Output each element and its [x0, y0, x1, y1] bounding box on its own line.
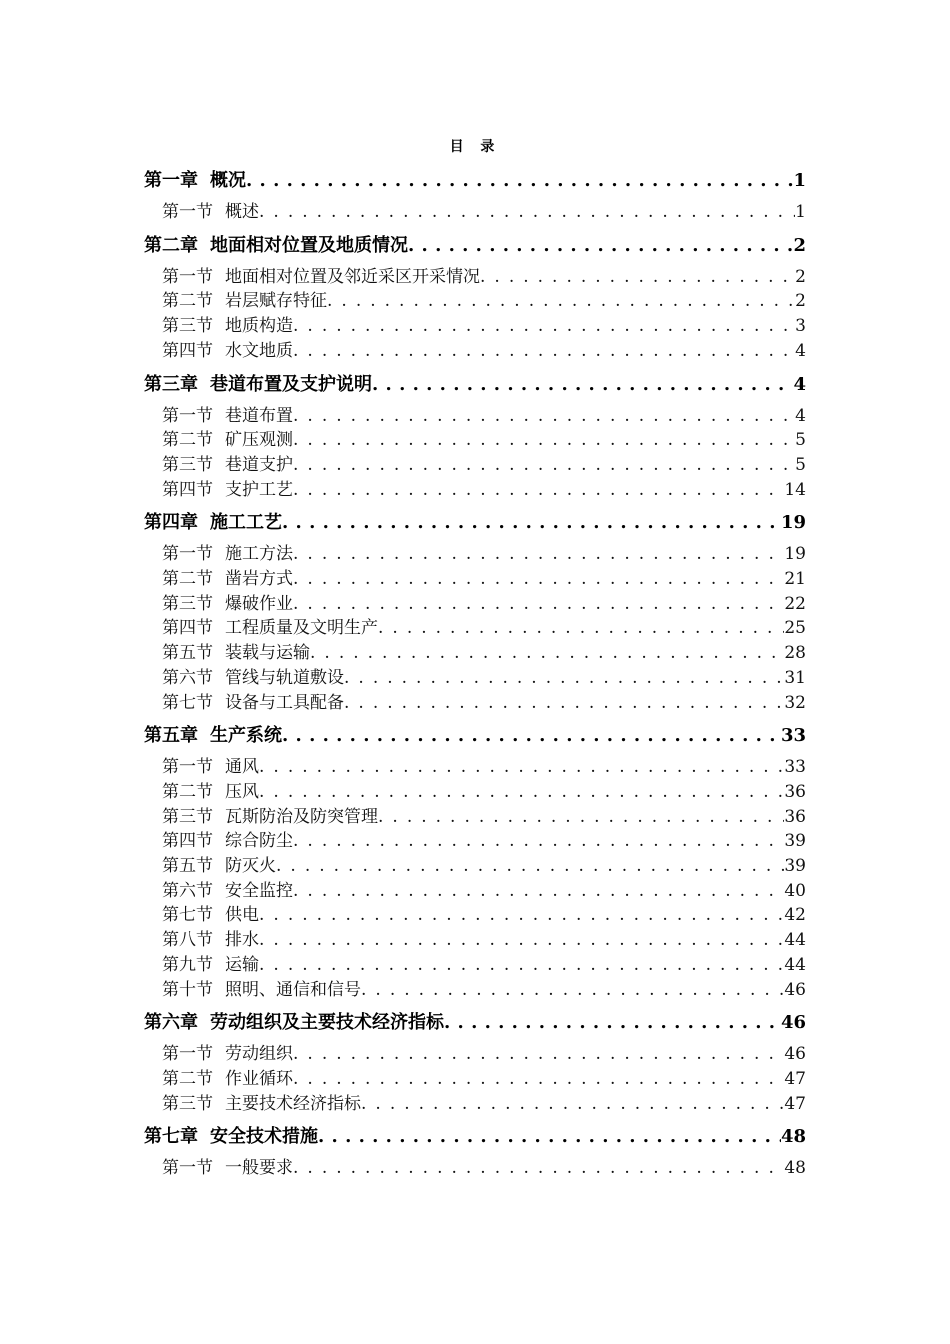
section-label	[162, 428, 293, 453]
chapter-title: 施工工艺	[210, 512, 282, 534]
toc-section-entry[interactable]	[144, 1156, 806, 1181]
section-title: 巷道支护	[225, 454, 293, 475]
dot-leader	[259, 903, 784, 928]
toc-chapter-entry[interactable]	[144, 233, 806, 259]
dot-leader	[282, 510, 781, 536]
section-number: 第一节	[162, 1158, 213, 1179]
section-page-number: 46	[784, 979, 806, 1000]
section-number: 第十节	[162, 979, 213, 1000]
section-label	[162, 404, 293, 429]
toc-section-entry[interactable]	[144, 691, 806, 716]
toc-section-entry[interactable]	[144, 641, 806, 666]
dot-leader	[293, 829, 784, 854]
dot-leader	[282, 723, 781, 749]
dot-leader	[293, 542, 784, 567]
section-title: 管线与轨道敷设	[225, 667, 344, 688]
toc-section-entry[interactable]	[144, 200, 806, 225]
section-label	[162, 978, 361, 1003]
section-number: 第三节	[162, 1093, 213, 1114]
toc-section-entry[interactable]	[144, 616, 806, 641]
section-title: 供电	[225, 905, 259, 926]
section-page-number: 40	[784, 880, 806, 901]
dot-leader	[276, 854, 784, 879]
dot-leader	[293, 478, 784, 503]
chapter-label	[144, 1124, 318, 1150]
toc-section-entry[interactable]	[144, 567, 806, 592]
section-title: 工程质量及文明生产	[225, 618, 378, 639]
dot-leader	[293, 592, 784, 617]
toc-section-entry[interactable]	[144, 265, 806, 290]
toc-section-entry[interactable]	[144, 928, 806, 953]
section-number: 第七节	[162, 692, 213, 713]
dot-leader	[408, 233, 793, 259]
chapter-label	[144, 168, 246, 194]
toc-chapter-entry[interactable]	[144, 372, 806, 398]
dot-leader	[259, 953, 784, 978]
section-title: 设备与工具配备	[225, 692, 344, 713]
chapter-page-number: 2	[793, 234, 806, 256]
section-label	[162, 453, 293, 478]
chapter-title: 地面相对位置及地质情况	[210, 234, 408, 256]
section-number: 第一节	[162, 544, 213, 565]
section-title: 概述	[225, 202, 259, 222]
section-number: 第二节	[162, 569, 213, 590]
toc-chapter-entry[interactable]	[144, 1010, 806, 1036]
dot-leader	[293, 879, 784, 904]
section-number: 第一节	[162, 266, 213, 287]
chapter-title: 劳动组织及主要技术经济指标	[210, 1012, 444, 1034]
section-page-number: 25	[784, 618, 806, 639]
chapter-label	[144, 510, 282, 536]
section-title: 一般要求	[225, 1158, 293, 1179]
section-page-number: 47	[784, 1068, 806, 1089]
toc-section-entry[interactable]	[144, 1092, 806, 1117]
dot-leader	[293, 1042, 784, 1067]
section-page-number: 39	[784, 856, 806, 877]
section-title: 爆破作业	[225, 593, 293, 614]
toc-chapter-entry[interactable]	[144, 168, 806, 194]
toc-title: 目 录	[449, 139, 501, 155]
section-number: 第九节	[162, 954, 213, 975]
section-title: 综合防尘	[225, 831, 293, 852]
dot-leader	[378, 616, 784, 641]
toc-section-entry[interactable]	[144, 666, 806, 691]
section-page-number: 3	[795, 316, 806, 337]
section-number: 第五节	[162, 856, 213, 877]
dot-leader	[310, 641, 784, 666]
section-label	[162, 641, 310, 666]
toc-section-entry[interactable]	[144, 289, 806, 314]
section-title: 瓦斯防治及防突管理	[225, 806, 378, 827]
toc-chapter-entry[interactable]	[144, 723, 806, 749]
section-page-number: 42	[784, 905, 806, 926]
toc-section-entry[interactable]	[144, 829, 806, 854]
section-title: 照明、通信和信号	[225, 979, 361, 1000]
toc-section-entry[interactable]	[144, 879, 806, 904]
section-label	[162, 879, 293, 904]
section-page-number: 21	[784, 569, 806, 590]
section-label	[162, 616, 378, 641]
section-label	[162, 289, 327, 314]
section-number: 第四节	[162, 479, 213, 500]
section-title: 地质构造	[225, 316, 293, 337]
section-label	[162, 1067, 293, 1092]
toc-section-entry[interactable]	[144, 339, 806, 364]
section-page-number: 2	[795, 266, 806, 287]
section-label	[162, 567, 293, 592]
chapter-page-number: 4	[793, 373, 806, 395]
section-title: 岩层赋存特征	[225, 291, 327, 312]
section-title: 压风	[225, 781, 259, 802]
chapter-title: 安全技术措施	[210, 1126, 318, 1148]
section-number: 第六节	[162, 667, 213, 688]
section-number: 第七节	[162, 905, 213, 926]
section-label	[162, 265, 480, 290]
chapter-page-number: 1	[793, 170, 806, 191]
section-label	[162, 339, 293, 364]
dot-leader	[480, 265, 795, 290]
dot-leader	[259, 780, 784, 805]
toc-section-entry[interactable]	[144, 854, 806, 879]
section-page-number: 46	[784, 1044, 806, 1065]
dot-leader	[293, 428, 795, 453]
section-page-number: 28	[784, 643, 806, 664]
section-label	[162, 314, 293, 339]
dot-leader	[246, 168, 793, 194]
section-page-number: 36	[784, 781, 806, 802]
section-number: 第三节	[162, 806, 213, 827]
section-title: 施工方法	[225, 544, 293, 565]
toc-section-entry[interactable]	[144, 953, 806, 978]
section-page-number: 33	[784, 757, 806, 778]
section-label	[162, 829, 293, 854]
chapter-number: 第三章	[144, 373, 198, 395]
chapter-number: 第六章	[144, 1012, 198, 1034]
toc-section-entry[interactable]	[144, 453, 806, 478]
toc-section-entry[interactable]	[144, 978, 806, 1003]
section-label	[162, 854, 276, 879]
section-number: 第三节	[162, 316, 213, 337]
section-title: 矿压观测	[225, 430, 293, 451]
dot-leader	[259, 928, 784, 953]
chapter-title: 生产系统	[210, 725, 282, 747]
chapter-page-number: 33	[780, 725, 806, 747]
chapter-number: 第一章	[144, 170, 198, 191]
section-number: 第一节	[162, 1044, 213, 1065]
toc-section-entry[interactable]	[144, 428, 806, 453]
dot-leader	[318, 1124, 781, 1150]
section-label	[162, 928, 259, 953]
section-label	[162, 200, 259, 225]
chapter-title: 概况	[210, 170, 246, 191]
dot-leader	[293, 404, 795, 429]
section-label	[162, 1042, 293, 1067]
section-title: 作业循环	[225, 1068, 293, 1089]
toc-chapter-entry[interactable]	[144, 1124, 806, 1150]
section-title: 主要技术经济指标	[225, 1093, 361, 1114]
section-label	[162, 1156, 293, 1181]
section-title: 凿岩方式	[225, 569, 293, 590]
section-label	[162, 903, 259, 928]
section-page-number: 44	[784, 954, 806, 975]
section-page-number: 31	[784, 667, 806, 688]
toc-section-entry[interactable]	[144, 1042, 806, 1067]
toc-section-entry[interactable]	[144, 542, 806, 567]
section-label	[162, 780, 259, 805]
section-number: 第一节	[162, 757, 213, 778]
chapter-page-number: 48	[780, 1126, 806, 1148]
dot-leader	[293, 453, 795, 478]
section-number: 第八节	[162, 930, 213, 951]
section-number: 第二节	[162, 1068, 213, 1089]
section-title: 运输	[225, 954, 259, 975]
section-number: 第一节	[162, 405, 213, 426]
table-of-contents	[144, 168, 806, 1181]
toc-section-entry[interactable]	[144, 780, 806, 805]
section-label	[162, 691, 344, 716]
toc-section-entry[interactable]	[144, 592, 806, 617]
section-page-number: 39	[784, 831, 806, 852]
section-label	[162, 805, 378, 830]
section-title: 劳动组织	[225, 1044, 293, 1065]
section-number: 第三节	[162, 593, 213, 614]
section-number: 第二节	[162, 430, 213, 451]
toc-section-entry[interactable]	[144, 314, 806, 339]
section-page-number: 19	[784, 544, 806, 565]
section-title: 地面相对位置及邻近采区开采情况	[225, 266, 480, 287]
chapter-title: 巷道布置及支护说明	[210, 373, 372, 395]
section-label	[162, 953, 259, 978]
toc-section-entry[interactable]	[144, 903, 806, 928]
section-label	[162, 542, 293, 567]
chapter-number: 第七章	[144, 1126, 198, 1148]
section-title: 支护工艺	[225, 479, 293, 500]
dot-leader	[372, 372, 793, 398]
section-page-number: 36	[784, 806, 806, 827]
dot-leader	[344, 691, 784, 716]
chapter-label	[144, 233, 408, 259]
section-title: 巷道布置	[225, 405, 293, 426]
dot-leader	[259, 755, 784, 780]
toc-section-entry[interactable]	[144, 1067, 806, 1092]
section-title: 排水	[225, 930, 259, 951]
chapter-number: 第二章	[144, 234, 198, 256]
section-page-number: 47	[784, 1093, 806, 1114]
toc-section-entry[interactable]	[144, 805, 806, 830]
dot-leader	[293, 1067, 784, 1092]
section-number: 第六节	[162, 880, 213, 901]
section-label	[162, 755, 259, 780]
dot-leader	[293, 339, 795, 364]
section-page-number: 32	[784, 692, 806, 713]
section-number: 第四节	[162, 618, 213, 639]
section-page-number: 1	[795, 202, 806, 222]
dot-leader	[444, 1010, 781, 1036]
toc-chapter-entry[interactable]	[144, 510, 806, 536]
section-title: 通风	[225, 757, 259, 778]
section-number: 第三节	[162, 454, 213, 475]
section-page-number: 2	[795, 291, 806, 312]
section-number: 第四节	[162, 831, 213, 852]
section-number: 第二节	[162, 291, 213, 312]
dot-leader	[293, 314, 795, 339]
section-title: 水文地质	[225, 340, 293, 361]
section-page-number: 22	[784, 593, 806, 614]
section-page-number: 5	[795, 454, 806, 475]
section-page-number: 4	[795, 340, 806, 361]
section-label	[162, 666, 344, 691]
section-number: 第五节	[162, 643, 213, 664]
section-page-number: 44	[784, 930, 806, 951]
dot-leader	[344, 666, 784, 691]
chapter-label	[144, 372, 372, 398]
section-label	[162, 478, 293, 503]
section-label	[162, 1092, 361, 1117]
section-title: 装载与运输	[225, 643, 310, 664]
chapter-number: 第四章	[144, 512, 198, 534]
section-label	[162, 592, 293, 617]
section-number: 第一节	[162, 202, 213, 222]
section-title: 安全监控	[225, 880, 293, 901]
dot-leader	[259, 200, 795, 225]
chapter-label	[144, 723, 282, 749]
chapter-page-number: 46	[780, 1012, 806, 1034]
toc-section-entry[interactable]	[144, 755, 806, 780]
section-page-number: 14	[784, 479, 806, 500]
dot-leader	[327, 289, 795, 314]
dot-leader	[361, 1092, 784, 1117]
chapter-number: 第五章	[144, 725, 198, 747]
toc-section-entry[interactable]	[144, 404, 806, 429]
section-number: 第四节	[162, 340, 213, 361]
dot-leader	[293, 1156, 784, 1181]
dot-leader	[378, 805, 784, 830]
section-page-number: 48	[784, 1158, 806, 1179]
dot-leader	[293, 567, 784, 592]
section-page-number: 4	[795, 405, 806, 426]
section-page-number: 5	[795, 430, 806, 451]
section-number: 第二节	[162, 781, 213, 802]
section-title: 防灭火	[225, 856, 276, 877]
dot-leader	[361, 978, 784, 1003]
chapter-label	[144, 1010, 444, 1036]
toc-section-entry[interactable]	[144, 478, 806, 503]
chapter-page-number: 19	[780, 512, 806, 534]
